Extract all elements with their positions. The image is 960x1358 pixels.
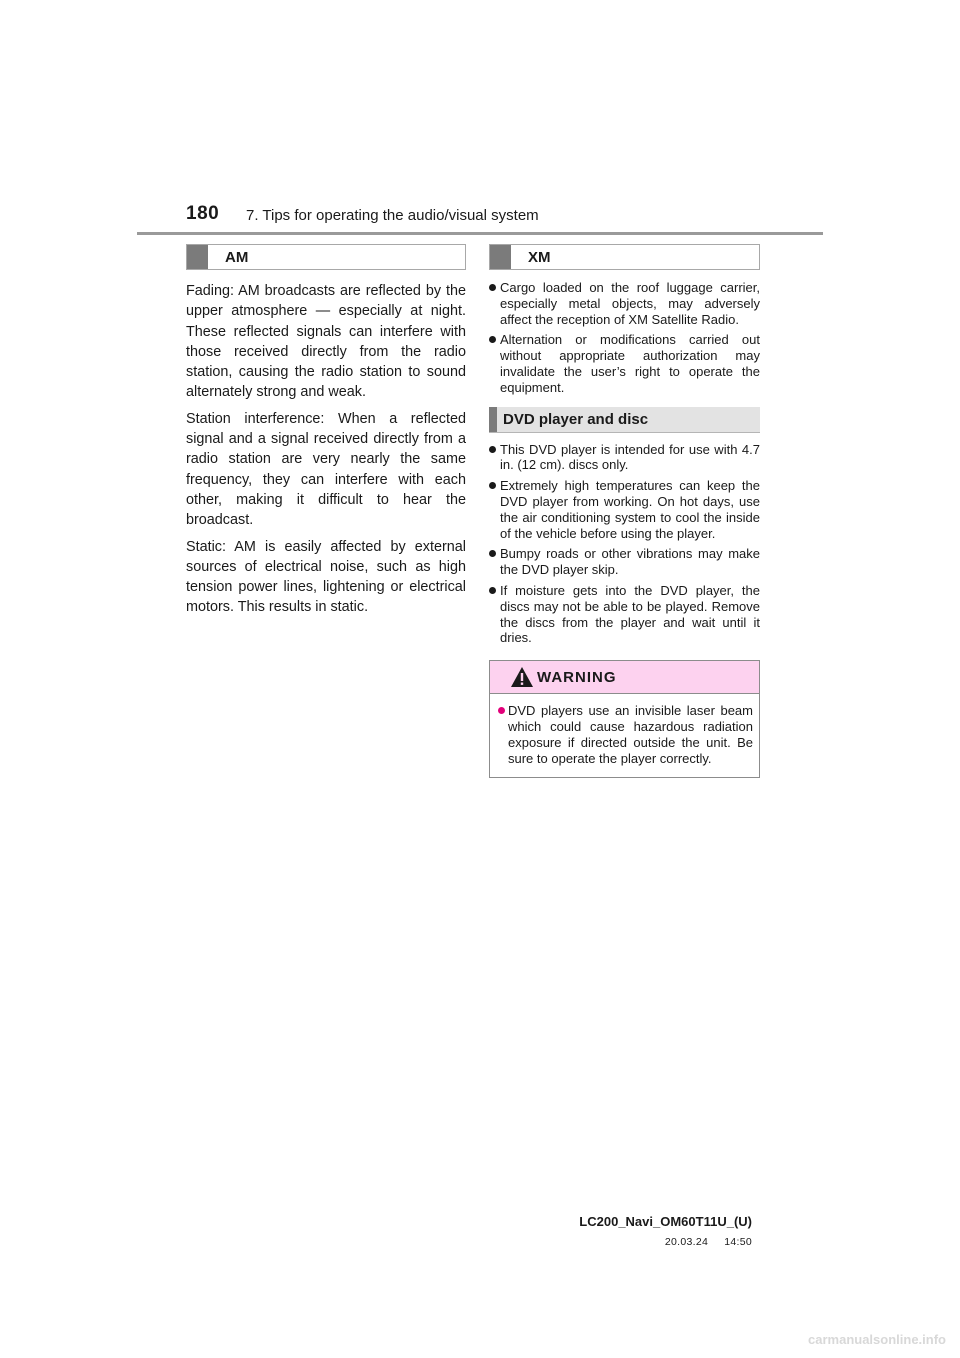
list-item: Alternation or modifications carried out without appropriate authorization may invalidate the user’s right to operate the equipment. [489,332,760,395]
section-tab-marker [489,407,497,432]
section-heading-am [186,244,466,270]
warning-box [489,660,760,778]
watermark: carmanualsonline.info [808,1332,946,1347]
section-tab-marker [490,245,511,269]
section-heading-label: DVD player and disc [503,410,649,428]
xm-list [489,280,760,396]
dvd-list [489,442,760,647]
list-item: Cargo loaded on the roof luggage carrier, especially metal objects, may adversely affect the reception of XM Satellite Radio. [489,280,760,327]
am-paragraph-interference: Station interference: When a reflected signal and a signal received directly from a radio station are very nearly the same frequency, they can interfere with each other, making it difficult to hear the broadcast. [186,410,466,529]
chapter-title: 7. Tips for operating the audio/visual system [246,207,539,224]
warning-text: DVD players use an invisible laser beam which could cause hazardous radiation exposure if directed outside the unit. Be sure to operate the player correctly. [498,703,753,766]
section-heading-label: AM [225,249,249,266]
list-item: Extremely high temperatures can keep the DVD player from working. On hot days, use the air conditioning system to cool the inside of the vehicle before using the player. [489,478,760,541]
warning-triangle-icon [510,666,534,688]
section-tab-marker [187,245,208,269]
footer-document-id: LC200_Navi_OM60T11U_(U) [579,1214,752,1229]
am-paragraph-fading: Fading: AM broadcasts are reflected by the upper atmosphere — especially at night. These reflected signals can interfere with those received directly from the radio station, causing the radio station to sound alternately strong and weak. [186,283,466,401]
footer-timestamp: 20.03.24 14:50 [664,1236,752,1248]
am-paragraph-static: Static: AM is easily affected by external sources of electrical noise, such as high tension power lines, lightening or electrical motors. This results in static. [186,538,466,616]
header-divider [137,232,823,235]
list-item: Bumpy roads or other vibrations may make the DVD player skip. [489,546,760,578]
section-heading-xm [489,244,760,270]
list-item: If moisture gets into the DVD player, the discs may not be able to be played. Remove the discs from the player and wait until it dries. [489,583,760,646]
left-column [186,244,466,624]
warning-body [498,703,753,766]
warning-header [490,661,759,694]
page-number: 180 [186,203,220,224]
list-item: This DVD player is intended for use with 4.7 in. (12 cm). discs only. [489,442,760,474]
warning-title: WARNING [537,669,617,687]
section-heading-dvd [489,407,760,433]
page-header [0,0,960,240]
right-column [489,244,760,778]
section-heading-label: XM [528,249,551,266]
